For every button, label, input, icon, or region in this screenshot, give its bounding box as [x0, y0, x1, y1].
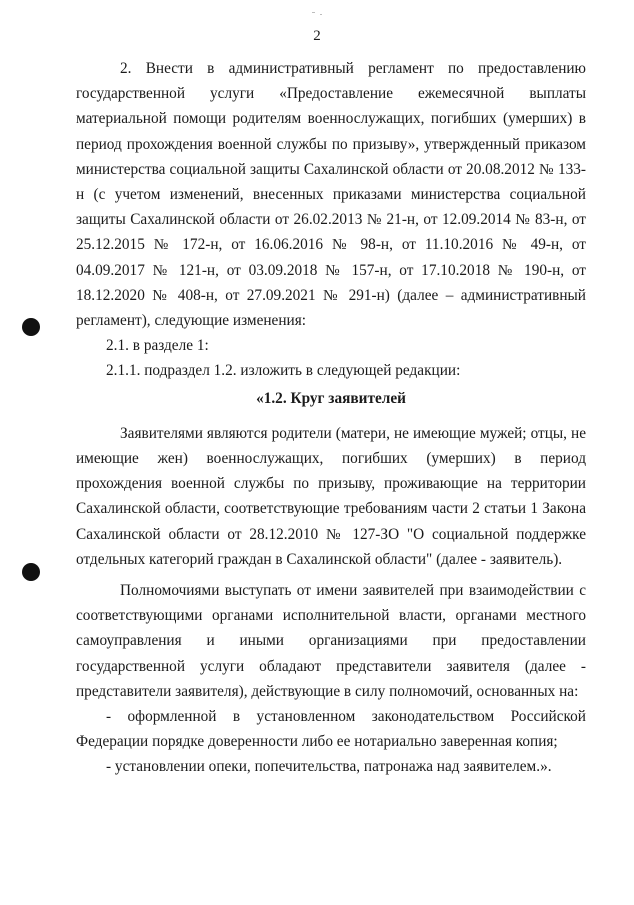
- list-item-power-of-attorney: - оформленной в установленном законодательством Российской Федерации порядке доверенности либо ее нотариально заверенная копия;: [76, 708, 586, 751]
- paragraph-section-1: 2.1. в разделе 1:: [106, 337, 209, 355]
- punch-hole-bottom: [22, 563, 40, 581]
- punch-hole-top: [22, 318, 40, 336]
- paragraph-applicants: Заявителями являются родители (матери, не имеющие мужей; отцы, не имеющие жен) военнослужащих, погибших (умерших) в период прохождения военной службы по призыву, проживающие на территории Сахалинской области, соответствующие требованиям части 2 статьи 1 Закона Сахалинской области от 28.12.2010 № 127-ЗО "О социальной поддержке отдельных категорий граждан в Сахалинской области" (далее - заявитель).: [76, 424, 586, 568]
- section-heading: «1.2. Круг заявителей: [256, 389, 406, 407]
- page-number: 2: [313, 28, 321, 44]
- document-body: [76, 56, 586, 780]
- scan-speck: [320, 14, 322, 15]
- paragraph-representatives: Полномочиями выступать от имени заявителей при взаимодействии с соответствующими органами исполнительной власти, органами местного самоуправления и иными организациями при предоставлении государственной услуги обладают представители заявителя (далее - представители заявителя), действующие в силу полномочий, основанных на:: [76, 582, 586, 700]
- list-item-guardianship: - установлении опеки, попечительства, патронажа над заявителем.».: [106, 758, 552, 776]
- scan-speck: [312, 12, 315, 13]
- paragraph-amendment-intro: 2. Внести в административный регламент по предоставлению государственной услуги «Предоставление ежемесячной выплаты материальной помощи родителям военнослужащих, погибших (умерших) в период прохождения военной службы по призыву», утвержденный приказом министерства социальной защиты Сахалинской области от 20.08.2012 № 133-н (с учетом изменений, внесенных приказами министерства социальной защиты Сахалинской области от 26.02.2013 № 21-н, от 12.09.2014 № 83-н, от 25.12.2015 № 172-н, от 16.06.2016 № 98-н, от 11.10.2016 № 49-н, от 04.09.2017 № 121-н, от 03.09.2018 № 157-н, от 17.10.2018 № 190-н, от 18.12.2020 № 408-н, от 27.09.2021 № 291-н) (далее – административный регламент), следующие изменения:: [76, 60, 586, 330]
- paragraph-subsection-1-2: 2.1.1. подраздел 1.2. изложить в следующей редакции:: [106, 362, 461, 380]
